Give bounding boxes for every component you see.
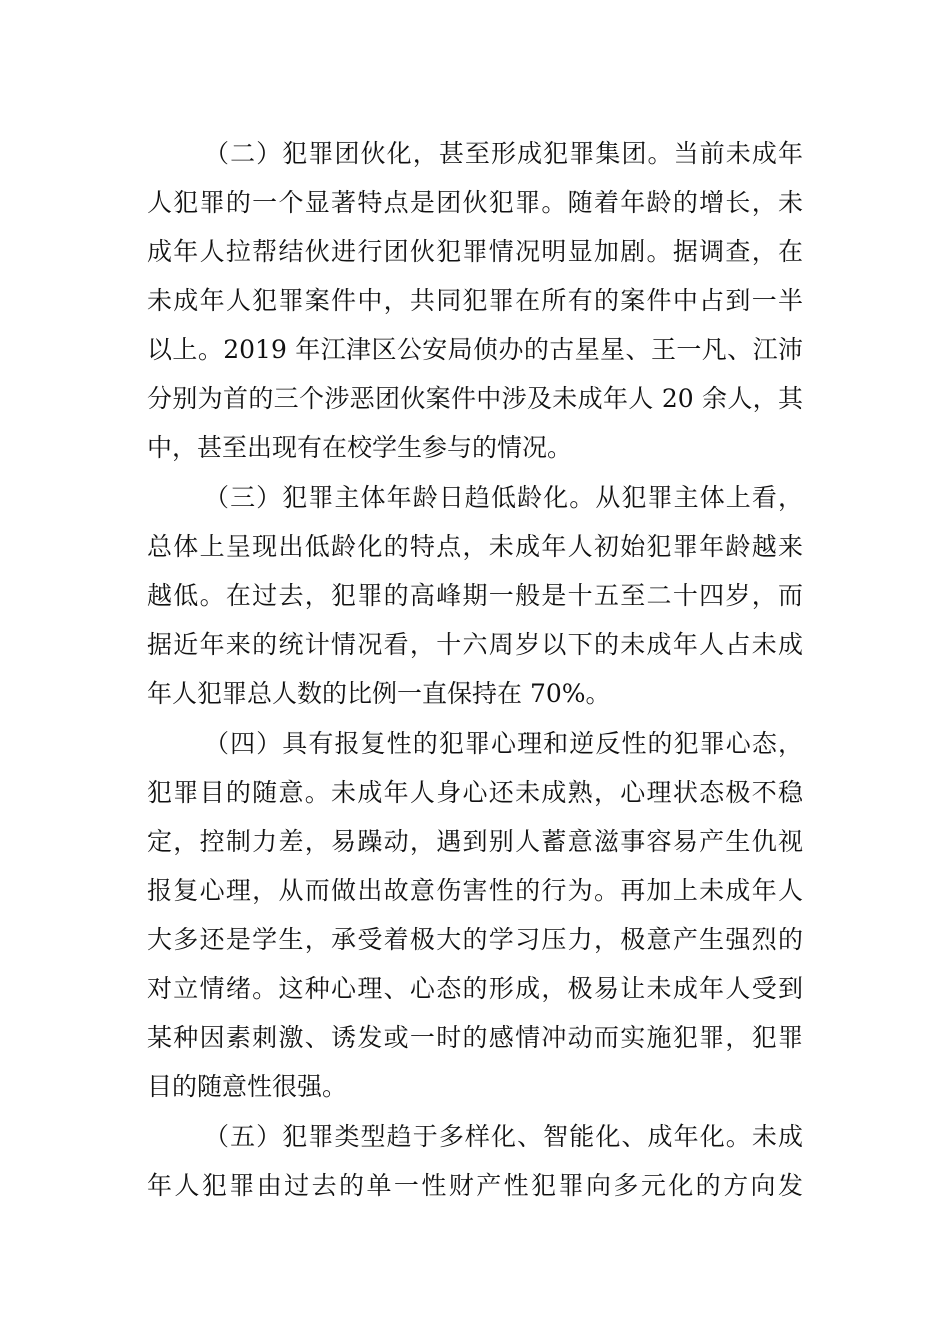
- paragraph-2-line-1: （二）犯罪团伙化，甚至形成犯罪集团。当前未成年: [204, 139, 803, 168]
- paragraph-3-line-5: 年人犯罪总人数的比例一直保持在 70%。: [147, 679, 611, 708]
- paragraph-2-line-5: 以上。2019 年江津区公安局侦办的古星星、王一凡、江沛: [147, 335, 803, 364]
- paragraph-4-line-6: 对立情绪。这种心理、心态的形成，极易让未成年人受到: [147, 974, 803, 1003]
- paragraph-2-line-4: 未成年人犯罪案件中，共同犯罪在所有的案件中占到一半: [147, 286, 803, 315]
- paragraph-3-line-4: 据近年来的统计情况看，十六周岁以下的未成年人占未成: [147, 630, 803, 659]
- paragraph-2-line-6: 分别为首的三个涉恶团伙案件中涉及未成年人 20 余人，其: [147, 384, 803, 413]
- paragraph-5-line-1: （五）犯罪类型趋于多样化、智能化、成年化。未成: [204, 1122, 803, 1151]
- paragraph-4-line-1: （四）具有报复性的犯罪心理和逆反性的犯罪心态，: [204, 729, 803, 758]
- paragraph-3-line-1: （三）犯罪主体年龄日趋低龄化。从犯罪主体上看，: [204, 483, 803, 512]
- paragraph-3-line-2: 总体上呈现出低龄化的特点，未成年人初始犯罪年龄越来: [147, 532, 803, 561]
- paragraph-2-line-2: 人犯罪的一个显著特点是团伙犯罪。随着年龄的增长，未: [147, 188, 803, 217]
- paragraph-2-line-7: 中，甚至出现有在校学生参与的情况。: [147, 433, 573, 462]
- paragraph-4-line-2: 犯罪目的随意。未成年人身心还未成熟，心理状态极不稳: [147, 778, 803, 807]
- paragraph-2-line-3: 成年人拉帮结伙进行团伙犯罪情况明显加剧。据调查，在: [147, 237, 803, 266]
- paragraph-4-line-7: 某种因素刺激、诱发或一时的感情冲动而实施犯罪，犯罪: [147, 1023, 803, 1052]
- paragraph-4-line-4: 报复心理，从而做出故意伤害性的行为。再加上未成年人: [147, 876, 803, 905]
- paragraph-4-line-8: 目的随意性很强。: [147, 1072, 348, 1101]
- paragraph-5-line-2: 年人犯罪由过去的单一性财产性犯罪向多元化的方向发: [147, 1171, 803, 1200]
- paragraph-4-line-3: 定，控制力差，易躁动，遇到别人蓄意滋事容易产生仇视: [147, 827, 803, 856]
- paragraph-4-line-5: 大多还是学生，承受着极大的学习压力，极意产生强烈的: [147, 925, 803, 954]
- paragraph-3-line-3: 越低。在过去，犯罪的高峰期一般是十五至二十四岁，而: [147, 581, 803, 610]
